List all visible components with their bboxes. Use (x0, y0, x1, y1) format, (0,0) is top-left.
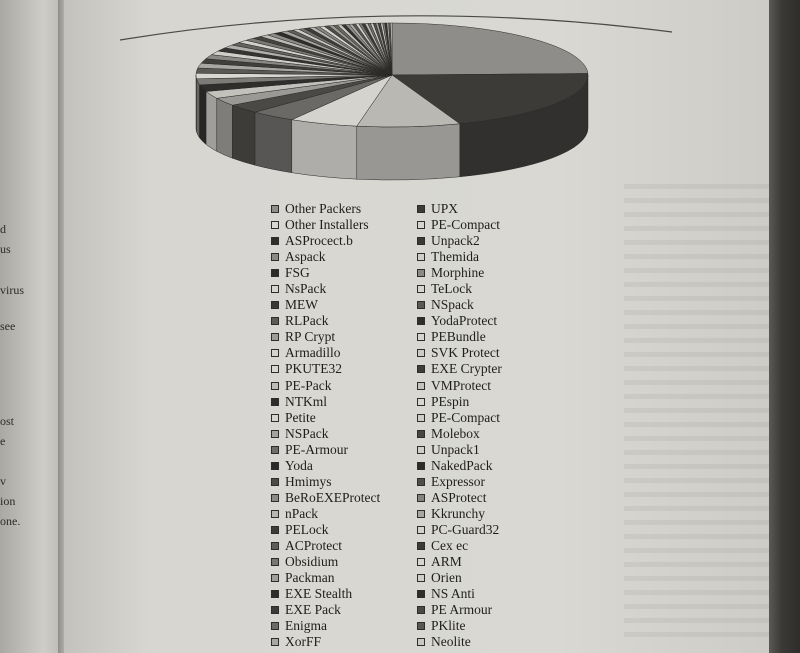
legend-swatch (417, 382, 425, 390)
legend-label: Other Installers (285, 217, 369, 233)
legend-label: ARM (431, 554, 462, 570)
legend-label: PKUTE32 (285, 361, 342, 377)
legend-item (271, 394, 380, 410)
legend-item (271, 618, 380, 634)
legend-item (271, 233, 380, 249)
legend-swatch (417, 590, 425, 598)
legend-label: EXE Stealth (285, 586, 353, 602)
left-page-fragment: one. (0, 514, 21, 528)
legend-label: Morphine (431, 265, 485, 281)
legend-swatch (417, 301, 425, 309)
legend-item (271, 490, 380, 506)
legend-label: Obsidium (285, 554, 339, 570)
legend-label: Cex ec (431, 537, 469, 553)
legend-swatch (271, 365, 279, 373)
legend-item (271, 297, 380, 313)
legend-item (271, 217, 380, 233)
legend-item (271, 586, 380, 602)
legend-swatch (417, 462, 425, 470)
legend-item (271, 313, 380, 329)
legend-label: ASProtect (431, 489, 487, 505)
legend-item (417, 394, 502, 410)
legend-swatch (271, 349, 279, 357)
legend-item (417, 618, 502, 634)
legend-item (417, 458, 502, 474)
pie-top-face (196, 23, 588, 127)
legend-swatch (271, 558, 279, 566)
legend-label: YodaProtect (431, 313, 498, 329)
legend-swatch (417, 221, 425, 229)
legend-item (417, 281, 502, 297)
legend-label: Expressor (431, 473, 485, 489)
legend-swatch (417, 478, 425, 486)
legend-label: VMProtect (431, 377, 491, 393)
legend-item (417, 538, 502, 554)
pie-wall-aspack (217, 98, 233, 158)
legend-item (271, 249, 380, 265)
pie-wall-asprocect-b (255, 112, 292, 173)
legend-label: Kkrunchy (431, 505, 485, 521)
legend-item (417, 522, 502, 538)
left-page-fragment: e (0, 434, 6, 448)
legend-swatch (271, 510, 279, 518)
legend-swatch (417, 253, 425, 261)
legend-swatch (417, 606, 425, 614)
legend-swatch (271, 622, 279, 630)
legend-label: PEspin (431, 393, 470, 409)
legend-swatch (271, 237, 279, 245)
pie-wall-unpack2 (232, 105, 255, 165)
legend-label: NTKml (285, 393, 327, 409)
legend-label: Unpack1 (431, 441, 480, 457)
legend-label: Molebox (431, 425, 480, 441)
pie-wall-pe-compact (292, 120, 357, 179)
legend-column-2 (417, 201, 502, 650)
legend-item (417, 249, 502, 265)
legend-label: XorFF (285, 634, 322, 650)
legend-swatch (271, 221, 279, 229)
legend-label: BeRoEXEProtect (285, 489, 381, 505)
legend-swatch (271, 606, 279, 614)
legend-item (271, 361, 380, 377)
legend-label: PELock (285, 521, 329, 537)
legend-label: PC-Guard32 (431, 521, 500, 537)
legend-item (271, 426, 380, 442)
legend-item (417, 602, 502, 618)
legend-label: ACProtect (285, 537, 342, 553)
legend-swatch (271, 382, 279, 390)
legend-item (271, 329, 380, 345)
legend-item (417, 233, 502, 249)
legend-label: PE-Armour (285, 441, 348, 457)
legend-swatch (417, 430, 425, 438)
legend-swatch (417, 622, 425, 630)
legend-item (417, 313, 502, 329)
legend-swatch (271, 285, 279, 293)
legend-item (417, 634, 502, 650)
legend-swatch (417, 510, 425, 518)
legend-item (417, 570, 502, 586)
left-page-fragment: see (0, 319, 16, 333)
legend-column-1 (271, 201, 380, 650)
legend-item (417, 490, 502, 506)
legend-item (271, 378, 380, 394)
legend-label: EXE Pack (285, 602, 341, 618)
legend-swatch (271, 574, 279, 582)
pie-wall-themida (206, 91, 217, 151)
legend-swatch (417, 446, 425, 454)
legend-swatch (271, 446, 279, 454)
legend-swatch (417, 414, 425, 422)
legend-label: SVK Protect (431, 345, 500, 361)
left-page-fragment: us (0, 242, 11, 256)
legend-swatch (271, 269, 279, 277)
legend-swatch (271, 526, 279, 534)
legend-item (417, 474, 502, 490)
legend-label: RP Crypt (285, 329, 336, 345)
pie-slice-other-packers (392, 23, 588, 75)
legend-label: PE-Compact (431, 217, 500, 233)
legend-swatch (271, 542, 279, 550)
legend-swatch (271, 414, 279, 422)
legend-swatch (271, 494, 279, 502)
legend-item (271, 602, 380, 618)
legend-item (271, 265, 380, 281)
legend-label: RLPack (285, 313, 329, 329)
legend-swatch (271, 205, 279, 213)
legend-label: Neolite (431, 634, 471, 650)
legend-swatch (271, 398, 279, 406)
legend-label: PE-Pack (285, 377, 332, 393)
legend-swatch (417, 237, 425, 245)
legend-swatch (271, 430, 279, 438)
pie-wall-other-installers (357, 124, 460, 180)
legend-label: PEBundle (431, 329, 486, 345)
legend-swatch (417, 494, 425, 502)
legend-label: NS Anti (431, 586, 475, 602)
legend-label: UPX (431, 201, 459, 216)
left-page-fragment: v (0, 474, 6, 488)
legend-label: MEW (285, 297, 318, 313)
legend-item (417, 506, 502, 522)
legend-item (417, 378, 502, 394)
legend-swatch (417, 349, 425, 357)
legend-label: FSG (285, 265, 310, 281)
legend-label: Unpack2 (431, 233, 480, 249)
legend-item (271, 458, 380, 474)
legend-label: NSpack (431, 297, 474, 313)
legend-swatch (417, 558, 425, 566)
pie-wall-fsg (200, 85, 206, 145)
legend-item (417, 586, 502, 602)
legend-item (271, 201, 380, 217)
legend-label: Other Packers (285, 201, 362, 216)
legend-swatch (417, 285, 425, 293)
legend-label: PKlite (431, 618, 466, 634)
pie-wall-morphine (197, 79, 200, 138)
left-page-fragment: ion (0, 494, 16, 508)
legend-swatch (271, 478, 279, 486)
legend-swatch (417, 638, 425, 646)
legend-swatch (417, 269, 425, 277)
legend-swatch (417, 542, 425, 550)
legend-item (271, 410, 380, 426)
legend-label: Petite (285, 409, 316, 425)
legend-label: NsPack (285, 281, 327, 297)
legend-item (417, 297, 502, 313)
legend-label: NakedPack (431, 457, 493, 473)
legend-label: nPack (285, 505, 318, 521)
legend-item (271, 281, 380, 297)
legend-swatch (417, 205, 425, 213)
left-page-fragment: d (0, 222, 6, 236)
legend-swatch (417, 317, 425, 325)
legend-swatch (417, 333, 425, 341)
legend-swatch (271, 317, 279, 325)
legend-item (417, 442, 502, 458)
legend-swatch (271, 333, 279, 341)
legend-swatch (417, 526, 425, 534)
legend-swatch (271, 638, 279, 646)
legend-item (271, 554, 380, 570)
legend-label: NSPack (285, 425, 329, 441)
legend-label: Themida (431, 249, 479, 265)
legend-item (271, 522, 380, 538)
legend-swatch (417, 365, 425, 373)
legend-label: Armadillo (285, 345, 341, 361)
legend-label: Orien (431, 570, 462, 586)
legend-label: Aspack (285, 249, 326, 265)
legend-swatch (271, 462, 279, 470)
legend-label: Packman (285, 570, 335, 586)
legend-swatch (271, 301, 279, 309)
legend-swatch (417, 574, 425, 582)
legend-item (271, 506, 380, 522)
legend-label: EXE Crypter (431, 361, 502, 377)
legend-label: ASProcect.b (285, 233, 353, 249)
legend-label: Yoda (285, 457, 313, 473)
legend-item (271, 345, 380, 361)
legend-item (271, 442, 380, 458)
legend-item (271, 570, 380, 586)
legend-item (417, 554, 502, 570)
left-page-fragment: virus (0, 283, 24, 297)
legend-item (271, 634, 380, 650)
legend-item (417, 361, 502, 377)
legend-label: Enigma (285, 618, 327, 634)
legend-item (417, 329, 502, 345)
legend-item (417, 426, 502, 442)
legend-item (271, 538, 380, 554)
left-page-fragment: ost (0, 414, 15, 428)
legend-item (417, 265, 502, 281)
legend-swatch (271, 590, 279, 598)
legend-item (417, 217, 502, 233)
legend-item (271, 474, 380, 490)
legend-swatch (271, 253, 279, 261)
legend-item (417, 201, 502, 217)
legend-item (417, 410, 502, 426)
legend-label: PE Armour (431, 602, 493, 618)
legend-item (417, 345, 502, 361)
legend-swatch (417, 398, 425, 406)
legend-label: Hmimys (285, 473, 332, 489)
legend-label: PE-Compact (431, 409, 500, 425)
legend-label: TeLock (431, 281, 473, 297)
